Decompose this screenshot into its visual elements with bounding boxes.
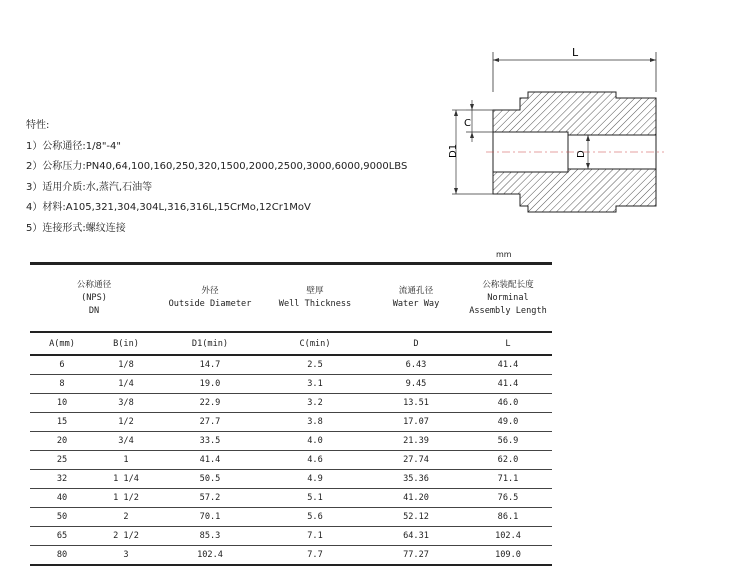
cell-a: 80 [30, 546, 94, 566]
cell-l: 102.4 [464, 527, 552, 546]
dimension-D-label: D [576, 150, 587, 158]
header-wall-thickness: 壁厚 Well Thickness [262, 264, 368, 333]
cell-b: 3/8 [94, 394, 158, 413]
feature-item: 3）适用介质:水,蒸汽,石油等 [26, 181, 153, 193]
cell-c: 2.5 [262, 355, 368, 375]
table-row [30, 470, 552, 489]
cell-d: 77.27 [368, 546, 464, 566]
cell-d: 64.31 [368, 527, 464, 546]
header-outside-diameter: 外径 Outside Diameter [158, 264, 262, 333]
header-assembly-length: 公称装配长度 Norminal Assembly Length [464, 264, 552, 333]
cell-d1: 50.5 [158, 470, 262, 489]
cell-a: 10 [30, 394, 94, 413]
cell-c: 3.2 [262, 394, 368, 413]
table-row [30, 394, 552, 413]
subheader-b-in: B(in) [94, 332, 158, 355]
cell-d1: 102.4 [158, 546, 262, 566]
cell-b: 1/2 [94, 413, 158, 432]
cell-c: 4.6 [262, 451, 368, 470]
table-row [30, 432, 552, 451]
cell-c: 4.9 [262, 470, 368, 489]
cell-d1: 22.9 [158, 394, 262, 413]
cell-b: 1 1/4 [94, 470, 158, 489]
dimension-D1-label: D1 [448, 143, 459, 158]
cell-l: 49.0 [464, 413, 552, 432]
cell-a: 20 [30, 432, 94, 451]
cell-l: 46.0 [464, 394, 552, 413]
cell-c: 5.6 [262, 508, 368, 527]
cell-a: 6 [30, 355, 94, 375]
cell-d1: 33.5 [158, 432, 262, 451]
cell-d: 52.12 [368, 508, 464, 527]
cell-a: 8 [30, 375, 94, 394]
cell-d: 13.51 [368, 394, 464, 413]
subheader-c-min: C(min) [262, 332, 368, 355]
cell-b: 2 1/2 [94, 527, 158, 546]
features-list [26, 116, 407, 239]
cell-a: 25 [30, 451, 94, 470]
cell-b: 1/8 [94, 355, 158, 375]
cell-l: 41.4 [464, 375, 552, 394]
cell-d: 21.39 [368, 432, 464, 451]
subheader-a-mm: A(mm) [30, 332, 94, 355]
cell-c: 5.1 [262, 489, 368, 508]
cell-c: 7.7 [262, 546, 368, 566]
feature-item: 4）材料:A105,321,304,304L,316,316L,15CrMo,12Cr1MoV [26, 202, 311, 213]
cell-a: 40 [30, 489, 94, 508]
feature-item: 2）公称压力:PN40,64,100,160,250,320,1500,2000,2500,3000,6000,9000LBS [26, 161, 408, 172]
cell-b: 1 1/2 [94, 489, 158, 508]
table-row [30, 527, 552, 546]
table-row [30, 489, 552, 508]
spec-table [30, 262, 552, 566]
cell-a: 15 [30, 413, 94, 432]
cell-c: 7.1 [262, 527, 368, 546]
cell-b: 3/4 [94, 432, 158, 451]
cell-d: 41.20 [368, 489, 464, 508]
table-row [30, 451, 552, 470]
table-row [30, 355, 552, 375]
cell-l: 62.0 [464, 451, 552, 470]
cell-d1: 27.7 [158, 413, 262, 432]
cell-d: 6.43 [368, 355, 464, 375]
header-water-way: 流通孔径 Water Way [368, 264, 464, 333]
cell-c: 3.1 [262, 375, 368, 394]
cell-d1: 70.1 [158, 508, 262, 527]
cell-l: 109.0 [464, 546, 552, 566]
cell-d1: 14.7 [158, 355, 262, 375]
table-row [30, 546, 552, 566]
cell-b: 2 [94, 508, 158, 527]
subheader-d: D [368, 332, 464, 355]
table-subheader-row [30, 332, 552, 355]
subheader-l: L [464, 332, 552, 355]
unit-label: mm [496, 250, 512, 259]
cell-d: 9.45 [368, 375, 464, 394]
cell-a: 50 [30, 508, 94, 527]
features-heading: 特性: [26, 120, 50, 131]
cell-c: 4.0 [262, 432, 368, 451]
feature-item: 5）连接形式:螺纹连接 [26, 222, 126, 234]
cell-a: 65 [30, 527, 94, 546]
cell-d: 17.07 [368, 413, 464, 432]
cell-b: 3 [94, 546, 158, 566]
table-row [30, 508, 552, 527]
cell-a: 32 [30, 470, 94, 489]
header-nominal-diameter: 公称通径 (NPS) DN [30, 264, 158, 333]
cell-d1: 19.0 [158, 375, 262, 394]
cell-d: 27.74 [368, 451, 464, 470]
cell-l: 86.1 [464, 508, 552, 527]
cell-d1: 85.3 [158, 527, 262, 546]
cell-c: 3.8 [262, 413, 368, 432]
cell-b: 1/4 [94, 375, 158, 394]
cell-l: 41.4 [464, 355, 552, 375]
union-fitting-drawing [438, 40, 688, 240]
cell-d1: 41.4 [158, 451, 262, 470]
cell-l: 76.5 [464, 489, 552, 508]
feature-item: 1）公称通径:1/8"-4" [26, 140, 121, 152]
table-row [30, 375, 552, 394]
cell-d1: 57.2 [158, 489, 262, 508]
cell-d: 35.36 [368, 470, 464, 489]
cell-l: 71.1 [464, 470, 552, 489]
cell-l: 56.9 [464, 432, 552, 451]
cell-b: 1 [94, 451, 158, 470]
table-row [30, 413, 552, 432]
table-header-row [30, 264, 552, 333]
dimension-L-label: L [572, 46, 579, 59]
dimension-C-label: C [464, 118, 471, 129]
subheader-d1-min: D1(min) [158, 332, 262, 355]
